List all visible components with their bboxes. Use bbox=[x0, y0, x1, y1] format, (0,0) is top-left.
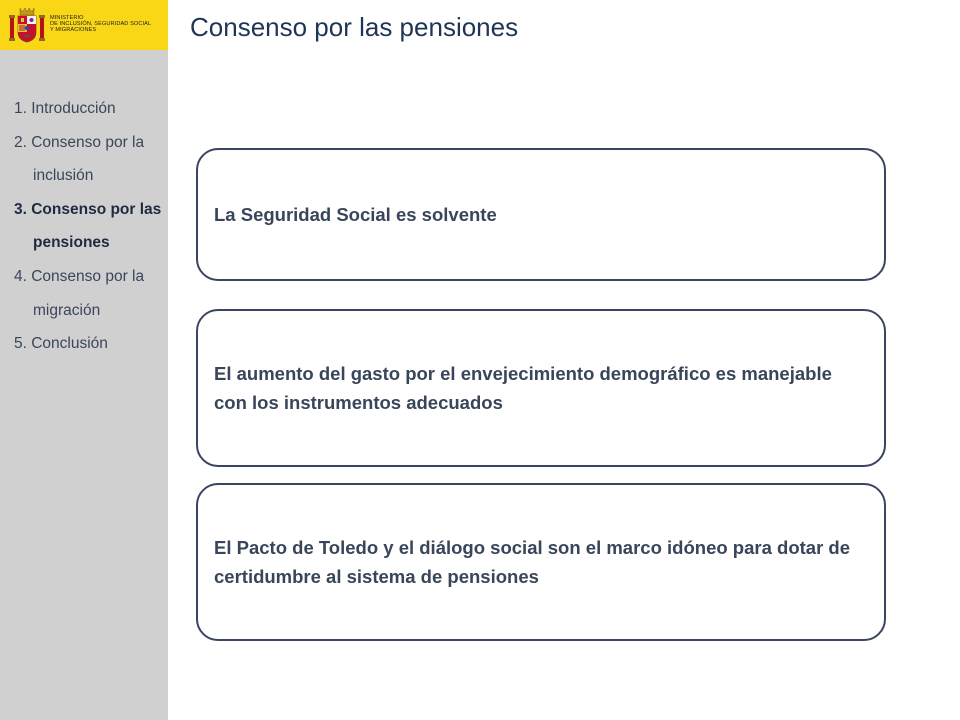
statement-box-solvente bbox=[196, 148, 886, 281]
agenda-item-conclusion: 5. Conclusión bbox=[14, 335, 108, 353]
agenda-item-introduccion: 1. Introducción bbox=[14, 100, 116, 117]
ministry-line: MINISTERIO bbox=[50, 15, 84, 21]
statement-box-pacto-toledo bbox=[196, 483, 886, 641]
ministry-logo bbox=[0, 0, 168, 50]
coat-of-arms-icon bbox=[8, 5, 46, 45]
statement-text: La Seguridad Social es solvente bbox=[214, 204, 497, 225]
agenda-item-pensiones: 3. Consenso por las pensiones bbox=[14, 200, 162, 252]
statement-text: El aumento del gasto por el envejecimiento demográfico es manejable con los instrumentos adecuados bbox=[214, 363, 832, 413]
statement-box-gasto bbox=[196, 309, 886, 467]
ministry-line: Y MIGRACIONES bbox=[50, 27, 97, 33]
ministry-name bbox=[50, 15, 151, 33]
ministry-line: DE INCLUSIÓN, SEGURIDAD SOCIAL bbox=[50, 21, 152, 27]
statement-text: El Pacto de Toledo y el diálogo social son el marco idóneo para dotar de certidumbre al sistema de pensiones bbox=[214, 537, 850, 587]
slide-title: Consenso por las pensiones bbox=[190, 12, 519, 42]
agenda-item-inclusion: 2. Consenso por la inclusión bbox=[14, 133, 145, 185]
agenda-item-migracion: 4. Consenso por la migración bbox=[14, 267, 145, 319]
agenda-list bbox=[14, 92, 164, 361]
